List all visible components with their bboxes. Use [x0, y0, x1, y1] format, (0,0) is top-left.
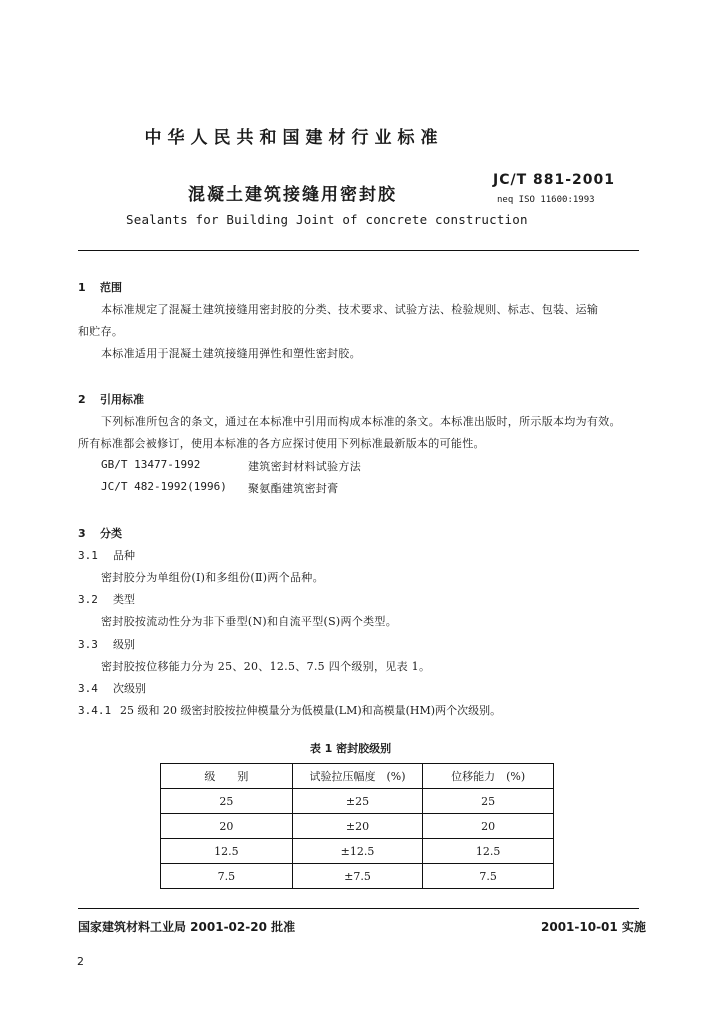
standard-category: 中华人民共和国建材行业标准 [144, 128, 444, 148]
subsection-number: 3.4.1 [78, 704, 112, 717]
table-cell: 20 [161, 814, 293, 839]
section-2-paragraph-line-1: 下列标准所包含的条文，通过在本标准中引用而构成本标准的条文。本标准出版时，所示版本均为有效。 [101, 415, 621, 428]
standard-equivalence: neq ISO 11600:1993 [497, 195, 595, 205]
subsection-3-2-heading [78, 591, 135, 607]
table-cell: ±12.5 [292, 839, 423, 864]
section-1-paragraph-2: 本标准适用于混凝土建筑接缝用弹性和塑性密封胶。 [101, 347, 361, 360]
section-number: 1 [78, 281, 86, 294]
section-title: 范围 [100, 281, 122, 294]
table-caption: 表 1 密封胶级别 [309, 742, 392, 755]
table-cell: 12.5 [423, 839, 554, 864]
subsection-3-3-heading [78, 636, 135, 652]
table-row [161, 789, 554, 814]
subsection-3-1-text: 密封胶分为单组份(Ⅰ)和多组份(Ⅱ)两个品种。 [101, 571, 324, 584]
section-number: 3 [78, 527, 86, 540]
subsection-title: 级别 [113, 638, 135, 651]
subsection-3-4-heading [78, 680, 146, 696]
section-title: 引用标准 [100, 393, 144, 406]
section-number: 2 [78, 393, 86, 406]
subsection-title: 品种 [113, 549, 135, 562]
section-2-paragraph-line-2: 所有标准都会被修订，使用本标准的各方应探讨使用下列标准最新版本的可能性。 [78, 437, 485, 450]
table-cell: 7.5 [161, 864, 293, 889]
table-cell: ±7.5 [292, 864, 423, 889]
sealant-grade-table [160, 763, 554, 889]
subsection-number: 3.3 [78, 638, 98, 651]
subsection-number: 3.4 [78, 682, 98, 695]
header-divider [78, 250, 639, 251]
reference-code: GB/T 13477-1992 [101, 458, 201, 471]
section-title: 分类 [100, 527, 122, 540]
table-row [161, 839, 554, 864]
subsection-title: 次级别 [113, 682, 146, 695]
table-header-row [161, 764, 554, 789]
subsection-3-4-1 [78, 702, 501, 718]
subsection-text: 25 级和 20 级密封胶按拉伸模量分为低模量(LM)和高模量(HM)两个次级别。 [120, 704, 502, 717]
section-2-heading [78, 391, 144, 407]
table-cell: 12.5 [161, 839, 293, 864]
table-row [161, 814, 554, 839]
subsection-number: 3.2 [78, 593, 98, 606]
table-row [161, 864, 554, 889]
subsection-3-3-text: 密封胶按位移能力分为 25、20、12.5、7.5 四个级别，见表 1。 [101, 660, 431, 673]
table-cell: ±20 [292, 814, 423, 839]
table-cell: ±25 [292, 789, 423, 814]
reference-name: 聚氨酯建筑密封膏 [248, 482, 339, 495]
footer-divider [78, 908, 639, 909]
section-1-paragraph-1-line-2: 和贮存。 [78, 325, 124, 338]
reference-code: JC/T 482-1992(1996) [101, 480, 227, 493]
subsection-3-2-text: 密封胶按流动性分为非下垂型(N)和自流平型(S)两个类型。 [101, 615, 398, 628]
table-header-cell: 试验拉压幅度 (%) [292, 764, 423, 789]
table-cell: 25 [423, 789, 554, 814]
subsection-title: 类型 [113, 593, 135, 606]
standard-number: JC/T 881-2001 [493, 172, 616, 188]
approval-line: 国家建筑材料工业局 2001-02-20 批准 [78, 920, 296, 934]
table-header-cell: 位移能力 (%) [423, 764, 554, 789]
page-number: 2 [77, 955, 84, 968]
table-cell: 20 [423, 814, 554, 839]
document-title-cn: 混凝土建筑接缝用密封胶 [188, 185, 397, 205]
table-cell: 25 [161, 789, 293, 814]
table-header-cell: 级 别 [161, 764, 293, 789]
subsection-3-1-heading [78, 547, 135, 563]
reference-name: 建筑密封材料试验方法 [248, 460, 361, 473]
implementation-date: 2001-10-01 实施 [541, 920, 646, 934]
document-title-en: Sealants for Building Joint of concrete construction [126, 212, 528, 227]
table-cell: 7.5 [423, 864, 554, 889]
section-1-heading [78, 279, 122, 295]
section-3-heading [78, 525, 122, 541]
subsection-number: 3.1 [78, 549, 98, 562]
section-1-paragraph-1-line-1: 本标准规定了混凝土建筑接缝用密封胶的分类、技术要求、试验方法、检验规则、标志、包装、运输 [101, 303, 599, 316]
